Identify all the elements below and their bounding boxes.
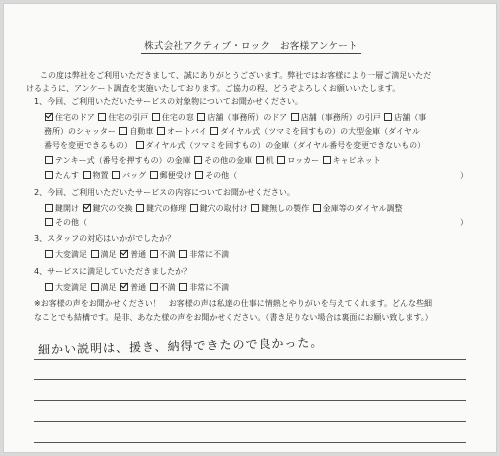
q1-opt: 物置 [92,171,109,180]
q2-checkbox[interactable] [45,218,53,226]
q1-opt-continued: 務所）のシャッター [44,127,116,136]
q4-checkbox[interactable] [91,283,99,291]
q4-checkbox[interactable] [45,283,53,291]
q2-checkbox[interactable] [190,204,198,212]
q3-checkbox[interactable] [45,250,53,258]
q1-checkbox[interactable] [323,156,331,164]
q1-opt: バッグ [122,171,147,180]
q3-opt: 不満 [159,250,176,259]
question-3: 3、スタッフの対応はいかがでしたか？ [34,234,176,243]
ruled-line [34,421,466,422]
question-1: 1、今回、ご利用いただいたサービスの対象物についてお聞かせください。 [34,97,303,106]
q1-checkbox[interactable] [277,156,285,164]
q2-checkbox[interactable] [45,204,53,212]
q4-options [44,283,229,293]
q4-opt-normal: 普通 [130,283,147,292]
q2-opt-lock-replace: 鍵穴の交換 [92,204,133,213]
ruled-line [34,442,466,443]
q1-checkbox[interactable] [194,156,202,164]
handwritten-comment: 細かい説明は、援き、納得できたので良かった。 [37,335,324,357]
q1-opt: 自動車 [129,127,154,136]
q2-checkbox[interactable] [313,204,321,212]
q1-opt: オートバイ [166,127,207,136]
q3-checkbox[interactable] [179,250,187,258]
q2-opt: 金庫等のダイヤル調整 [322,204,403,213]
q3-checkbox[interactable] [150,250,158,258]
q1-row-1 [44,113,426,123]
q2-other-close-paren: ） [460,218,468,227]
q3-opt: 満足 [100,250,117,259]
q1-checkbox[interactable] [210,127,218,135]
q2-opt-other: その他（ [55,218,87,227]
q1-opt: 店舗（事 [394,113,427,122]
question-4: 4、サービスに満足していただきましたか？ [34,267,192,276]
q2-checkbox[interactable] [251,204,259,212]
q3-opt: 大変満足 [55,250,87,259]
q1-opt: 店舗（事務所）のドア [207,113,288,122]
q1-opt: ダイヤル式（ツマミを回すもの）の大型金庫（ダイヤル [220,127,420,136]
q3-opt: 非常に不満 [189,250,230,259]
q4-opt: 非常に不満 [189,283,230,292]
q1-opt: キャビネット [332,156,381,165]
q4-checkbox[interactable] [150,283,158,291]
ruled-line [34,400,466,401]
q3-options [44,250,229,260]
q4-checkbox[interactable] [179,283,187,291]
intro-line-2: けるように、アンケート調査を実施いたしております。ご協力の程、どうぞよろしくお願いいたします。 [26,84,401,93]
q2-checkbox-lock-replace[interactable] [83,204,91,212]
q1-opt: テンキー式（番号を押すもの）の金庫 [55,156,191,165]
q1-checkbox[interactable] [83,171,91,179]
q1-row-4 [44,156,381,166]
q1-checkbox[interactable] [98,113,106,121]
q1-checkbox[interactable] [150,171,158,179]
q1-checkbox[interactable] [291,113,299,121]
q2-opt: 鍵穴の取付け [199,204,248,213]
q1-checkbox[interactable] [136,141,144,149]
q1-other-close-paren: ） [460,171,468,180]
q2-opt: 鍵穴の修理 [146,204,187,213]
q3-checkbox-normal[interactable] [120,250,128,258]
question-2: 2、今回、ご利用いただいたサービスの内容についてお聞かせください。 [34,188,295,197]
q1-checkbox-house-door[interactable] [45,113,53,121]
q2-row-1 [44,204,403,214]
q4-checkbox-normal[interactable] [120,283,128,291]
voice-line-2: なことでも結構です。是非、あなた様の声をお聞かせください。（書き足りない場合は裏面にお願い致します。） [34,313,433,322]
q1-checkbox[interactable] [256,156,264,164]
q1-opt-other: その他（ [205,171,238,180]
q4-opt: 満足 [100,283,117,292]
q1-checkbox[interactable] [195,171,203,179]
q1-opt: 机 [265,156,274,165]
q1-checkbox[interactable] [197,113,205,121]
q3-opt-normal: 普通 [130,250,147,259]
q2-checkbox[interactable] [136,204,144,212]
q1-row-3 [44,141,425,151]
q1-opt: ダイヤル式（ツマミを回すもの）の金庫（ダイヤル番号を変更できないもの） [145,141,426,150]
q4-opt: 大変満足 [55,283,87,292]
intro-line-1: この度は弊社をご利用いただきまして、誠にありがとうございます。弊社ではお客様により一層ご満足いただ [40,71,432,80]
voice-line-1: ※お客様の声をお聞かせください！ お客様の声は私達の仕事に情熱とやりがいを与えてくれます。どんな些細 [34,299,433,308]
q1-checkbox[interactable] [384,113,392,121]
survey-title [4,38,498,52]
q1-opt: たんす [55,171,79,180]
q1-opt: ロッカー [287,156,320,165]
q1-row-5 [44,171,237,181]
q1-checkbox[interactable] [45,171,53,179]
q4-opt: 不満 [159,283,176,292]
q1-opt-house-door: 住宅のドア [55,113,95,122]
q1-opt: 郵便受け [159,171,192,180]
ruled-line [34,379,466,380]
q2-opt: 鍵無しの製作 [261,204,310,213]
ruled-line [34,359,466,360]
q1-opt: 住宅の引戸 [108,113,149,122]
survey-sheet [3,3,497,453]
q1-opt-continued: 番号を変更できるもの） [44,141,132,150]
title-text: 株式会社アクティブ・ロック お客様アンケート [141,41,361,54]
q1-checkbox[interactable] [119,127,127,135]
q2-opt: 鍵開け [55,204,79,213]
q1-row-2 [44,127,420,137]
q1-checkbox[interactable] [157,127,165,135]
q1-checkbox[interactable] [152,113,160,121]
q1-checkbox[interactable] [112,171,120,179]
q1-opt: その他の金庫 [204,156,253,165]
q1-opt: 店舗（事務所）の引戸 [300,113,381,122]
q3-checkbox[interactable] [91,250,99,258]
q1-opt: 住宅の窓 [161,113,194,122]
q2-row-2 [44,218,87,228]
q1-checkbox[interactable] [45,156,53,164]
